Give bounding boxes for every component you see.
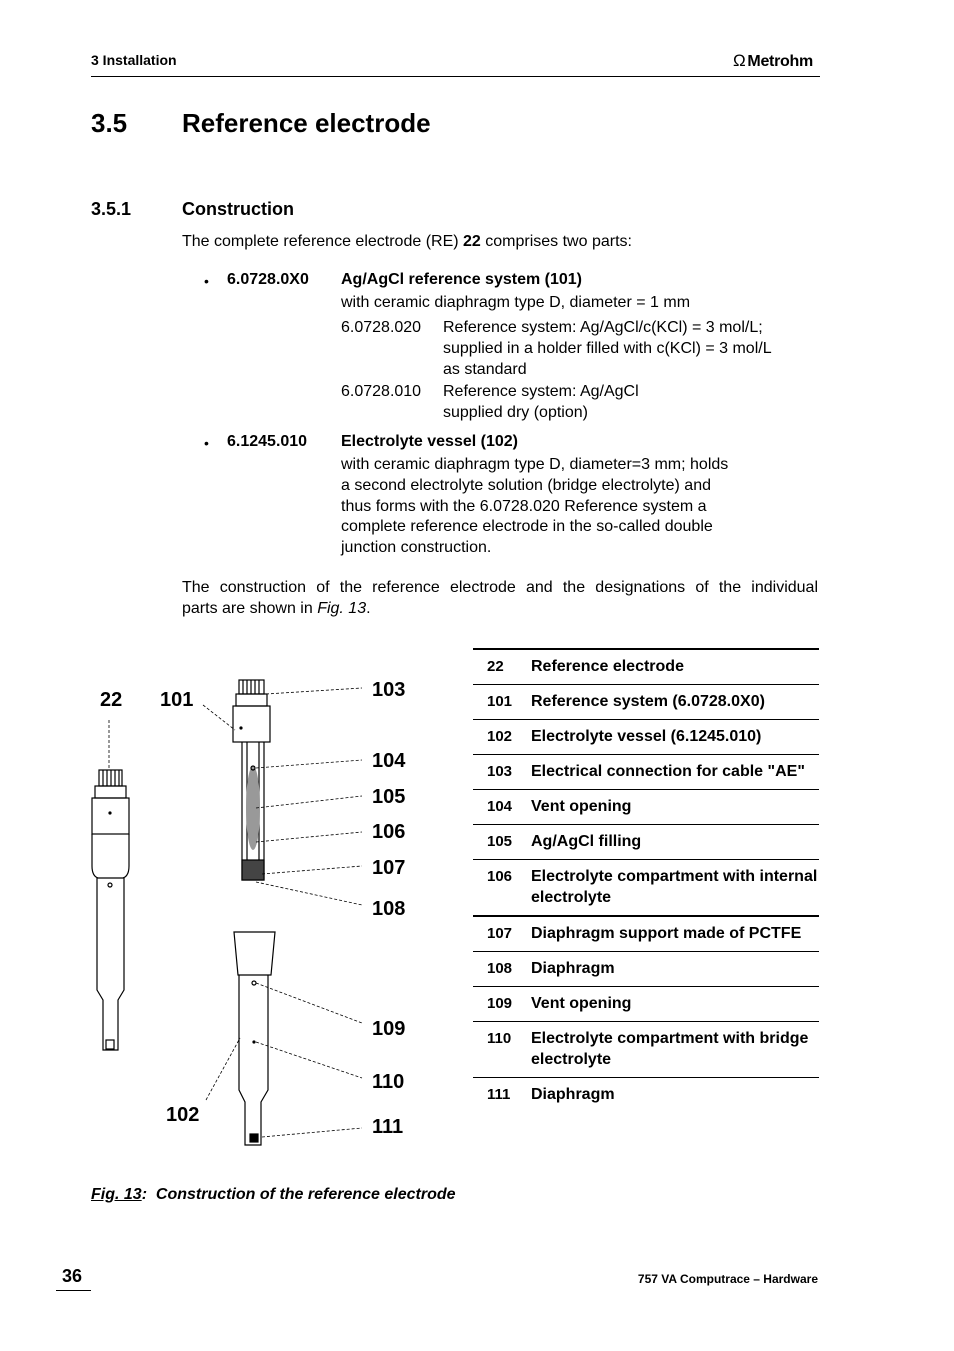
bullet-code: 6.1245.010 <box>227 433 308 450</box>
fig-label: 22 <box>100 689 123 711</box>
bullet-desc-line: complete reference electrode in the so-called double <box>341 518 713 535</box>
subitem-line: supplied dry (option) <box>443 404 588 421</box>
running-header-section: 3 Installation <box>91 52 177 68</box>
footer-title: 757 VA Computrace – Hardware <box>637 1272 818 1286</box>
reference-electrode-22-drawing <box>92 770 129 1050</box>
body-paragraph-line: parts are shown in Fig. 13. <box>182 600 371 617</box>
intro-text: The complete reference electrode (RE) 22 comprises two parts: <box>182 233 632 250</box>
subsection-title: Construction <box>182 199 294 219</box>
fig-label: 107 <box>372 857 406 879</box>
logo-text: Metrohm <box>747 53 813 70</box>
table-row: 111 Diaphragm <box>487 1086 615 1103</box>
table-row: 108 Diaphragm <box>473 952 819 987</box>
fig-label: 105 <box>372 786 406 808</box>
bullet-desc-line: thus forms with the 6.0728.020 Reference system a <box>341 498 707 515</box>
table-row: 101 Reference system (6.0728.0X0) <box>473 685 819 720</box>
table-row: 106 Electrolyte compartment with internal electrolyte <box>473 860 819 917</box>
fig-label: 103 <box>372 679 406 701</box>
omega-logo-icon: Ω <box>733 51 746 70</box>
subitem-code: 6.0728.020 <box>341 319 422 336</box>
subitem-line: as standard <box>443 361 527 378</box>
bullet-desc-line: a second electrolyte solution (bridge electrolyte) and <box>341 477 711 494</box>
fig-label: 104 <box>372 750 406 772</box>
subitem-code: 6.0728.010 <box>341 383 422 400</box>
reference-system-101-drawing <box>233 680 270 880</box>
figure-caption: Fig. 13: Construction of the reference electrode <box>91 1186 456 1203</box>
subitem-line: Reference system: Ag/AgCl/c(KCl) = 3 mol/L; <box>443 319 763 336</box>
fig-label: 101 <box>160 689 194 711</box>
bullet-title: Electrolyte vessel (102) <box>341 433 518 450</box>
subitem-line: Reference system: Ag/AgCl <box>443 383 639 400</box>
footer-rule <box>56 1290 91 1291</box>
subsection-number: 3.5.1 <box>91 199 132 219</box>
fig-label: 110 <box>372 1071 405 1093</box>
table-row: 110 Electrolyte compartment with bridge electrolyte <box>473 1022 819 1078</box>
metrohm-logo <box>733 51 813 71</box>
header-rule <box>91 76 820 77</box>
table-row: 109 Vent opening <box>473 987 819 1022</box>
page-number: 36 <box>62 1266 83 1286</box>
legend-table <box>473 648 819 1112</box>
bullet-code: 6.0728.0X0 <box>227 271 309 288</box>
table-row: 103 Electrical connection for cable "AE" <box>473 755 819 790</box>
section-title: Reference electrode <box>182 108 431 138</box>
bullet-desc: with ceramic diaphragm type D, diameter = 1 mm <box>341 294 691 311</box>
bullet-desc-line: junction construction. <box>341 539 492 556</box>
bullet-symbol: • <box>204 435 209 451</box>
table-row: 104 Vent opening <box>473 790 819 825</box>
bullet-desc-line: with ceramic diaphragm type D, diameter=3 mm; holds <box>341 456 729 473</box>
fig-label: 106 <box>372 821 406 843</box>
fig-label: 109 <box>372 1018 406 1040</box>
bullet-title: Ag/AgCl reference system (101) <box>341 271 582 288</box>
table-row: 22 Reference electrode <box>473 649 819 685</box>
body-paragraph-line: The construction of the reference electrode and the designations of the individual <box>182 579 818 596</box>
leader-lines <box>109 688 362 1137</box>
subitem-line: supplied in a holder filled with c(KCl) = 3 mol/L <box>443 340 772 357</box>
fig-label: 108 <box>372 898 406 920</box>
fig-label: 111 <box>372 1116 404 1138</box>
table-row: 107 Diaphragm support made of PCTFE <box>473 916 819 952</box>
fig-label: 102 <box>166 1104 200 1126</box>
table-row: 105 Ag/AgCl filling <box>473 825 819 860</box>
bullet-symbol: • <box>204 273 209 289</box>
table-row: 102 Electrolyte vessel (6.1245.010) <box>473 720 819 755</box>
section-number: 3.5 <box>91 108 128 138</box>
